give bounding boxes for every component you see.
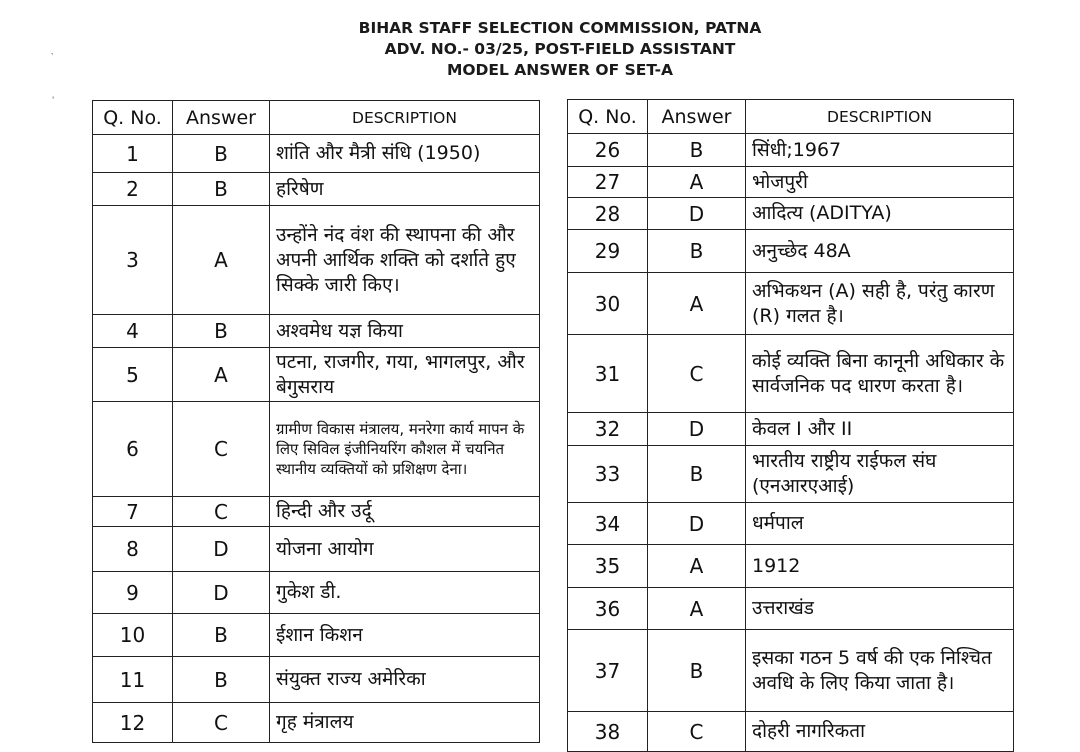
question-number: 30 <box>568 273 648 335</box>
answer-key: A <box>648 588 746 630</box>
document-header <box>0 18 1080 81</box>
answer-key: D <box>648 503 746 545</box>
answer-key: B <box>648 630 746 712</box>
answer-key: B <box>173 135 270 173</box>
answer-description: ईशान किशन <box>270 614 540 657</box>
table-row <box>93 173 540 206</box>
answer-key: B <box>173 657 270 703</box>
answer-key: B <box>173 173 270 206</box>
question-number: 34 <box>568 503 648 545</box>
answer-key: A <box>648 273 746 335</box>
answer-key: B <box>648 446 746 503</box>
answer-description: अनुच्छेद 48A <box>746 230 1014 273</box>
answer-description: उन्होंने नंद वंश की स्थापना की और अपनी आर्थिक शक्ति को दर्शाते हुए सिक्के जारी किए। <box>270 206 540 315</box>
answer-key: C <box>173 497 270 527</box>
commission-title: BIHAR STAFF SELECTION COMMISSION, PATNA <box>358 19 762 37</box>
table-row <box>93 527 540 572</box>
scan-mark: ‵ <box>51 52 54 63</box>
question-number: 28 <box>568 198 648 230</box>
answer-description: ग्रामीण विकास मंत्रालय, मनरेगा कार्य मापन के लिए सिविल इंजीनियरिंग कौशल में चयनित स्थानीय व्यक्तियों को प्रशिक्षण देना। <box>270 402 540 497</box>
scan-mark: ʼ <box>52 96 55 107</box>
table-header-row <box>568 100 1014 134</box>
description-header: DESCRIPTION <box>270 101 540 135</box>
question-number: 4 <box>93 315 173 348</box>
question-number: 37 <box>568 630 648 712</box>
question-number: 2 <box>93 173 173 206</box>
answer-description: योजना आयोग <box>270 527 540 572</box>
answer-description: आदित्य (ADITYA) <box>746 198 1014 230</box>
table-row <box>568 167 1014 198</box>
table-header-row <box>93 101 540 135</box>
answer-header: Answer <box>648 100 746 134</box>
answer-description: भोजपुरी <box>746 167 1014 198</box>
qno-header: Q. No. <box>93 101 173 135</box>
answer-key: C <box>173 402 270 497</box>
question-number: 31 <box>568 335 648 413</box>
answer-key: A <box>173 206 270 315</box>
question-number: 5 <box>93 348 173 402</box>
answer-table-right <box>567 99 1014 752</box>
table-row <box>93 703 540 743</box>
table-row <box>568 630 1014 712</box>
question-number: 12 <box>93 703 173 743</box>
question-number: 9 <box>93 572 173 614</box>
answer-description: दोहरी नागरिकता <box>746 712 1014 752</box>
answer-description: केवल I और II <box>746 413 1014 446</box>
answer-key: D <box>648 413 746 446</box>
answer-description: गुकेश डी. <box>270 572 540 614</box>
answer-key: D <box>173 572 270 614</box>
question-number: 32 <box>568 413 648 446</box>
table-row <box>93 497 540 527</box>
answer-description: 1912 <box>746 545 1014 588</box>
question-number: 36 <box>568 588 648 630</box>
table-row <box>568 335 1014 413</box>
answer-description: इसका गठन 5 वर्ष की एक निश्चित अवधि के लिए किया जाता है। <box>746 630 1014 712</box>
answer-table-left <box>92 100 540 743</box>
table-row <box>568 446 1014 503</box>
answer-key: C <box>173 703 270 743</box>
answer-description: धर्मपाल <box>746 503 1014 545</box>
table-row <box>93 614 540 657</box>
table-row <box>568 503 1014 545</box>
table-row <box>568 198 1014 230</box>
question-number: 8 <box>93 527 173 572</box>
table-row <box>568 230 1014 273</box>
answer-description: भारतीय राष्ट्रीय राईफल संघ (एनआरएआई) <box>746 446 1014 503</box>
answer-key: C <box>648 712 746 752</box>
question-number: 38 <box>568 712 648 752</box>
question-number: 3 <box>93 206 173 315</box>
answer-description: हरिषेण <box>270 173 540 206</box>
answer-key: A <box>648 545 746 588</box>
question-number: 11 <box>93 657 173 703</box>
answer-key: B <box>173 614 270 657</box>
answer-description: शांति और मैत्री संधि (1950) <box>270 135 540 173</box>
model-answer-title: MODEL ANSWER OF SET-A <box>446 61 674 79</box>
answer-description: उत्तराखंड <box>746 588 1014 630</box>
advertisement-title: ADV. NO.- 03/25, POST-FIELD ASSISTANT <box>384 40 736 58</box>
question-number: 10 <box>93 614 173 657</box>
answer-key: A <box>648 167 746 198</box>
description-header: DESCRIPTION <box>746 100 1014 134</box>
table-row <box>568 413 1014 446</box>
table-row <box>568 545 1014 588</box>
table-row <box>93 657 540 703</box>
qno-header: Q. No. <box>568 100 648 134</box>
table-row <box>93 572 540 614</box>
question-number: 29 <box>568 230 648 273</box>
table-row <box>93 348 540 402</box>
answer-description: हिन्दी और उर्दू <box>270 497 540 527</box>
answer-description: गृह मंत्रालय <box>270 703 540 743</box>
table-row <box>93 206 540 315</box>
question-number: 27 <box>568 167 648 198</box>
table-row <box>93 135 540 173</box>
answer-description: अश्वमेध यज्ञ किया <box>270 315 540 348</box>
answer-key: D <box>648 198 746 230</box>
table-row <box>568 588 1014 630</box>
answer-key: B <box>648 134 746 167</box>
answer-description: कोई व्यक्ति बिना कानूनी अधिकार के सार्वजनिक पद धारण करता है। <box>746 335 1014 413</box>
answer-key: B <box>173 315 270 348</box>
table-row <box>568 273 1014 335</box>
answer-description: सिंधी;1967 <box>746 134 1014 167</box>
answer-description: अभिकथन (A) सही है, परंतु कारण (R) गलत है। <box>746 273 1014 335</box>
table-row <box>93 402 540 497</box>
question-number: 7 <box>93 497 173 527</box>
question-number: 35 <box>568 545 648 588</box>
answer-header: Answer <box>173 101 270 135</box>
question-number: 33 <box>568 446 648 503</box>
question-number: 26 <box>568 134 648 167</box>
answer-key: D <box>173 527 270 572</box>
answer-description: संयुक्त राज्य अमेरिका <box>270 657 540 703</box>
question-number: 1 <box>93 135 173 173</box>
question-number: 6 <box>93 402 173 497</box>
answer-key: C <box>648 335 746 413</box>
answer-description: पटना, राजगीर, गया, भागलपुर, और बेगुसराय <box>270 348 540 402</box>
table-row <box>568 134 1014 167</box>
table-row <box>93 315 540 348</box>
answer-key: B <box>648 230 746 273</box>
answer-key: A <box>173 348 270 402</box>
